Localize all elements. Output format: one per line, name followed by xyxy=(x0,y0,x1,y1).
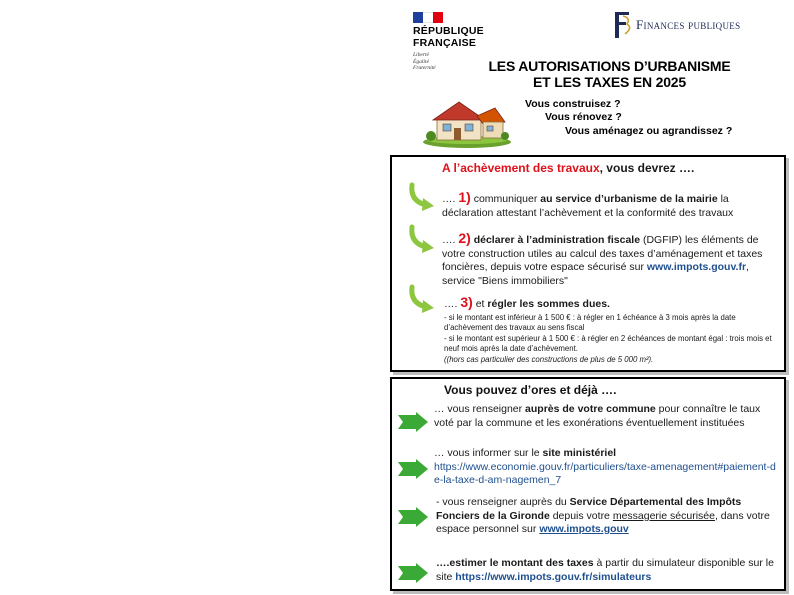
ores-heading: Vous pouvez d’ores et déjà …. xyxy=(444,383,617,397)
info-commune-text-b: pour connaître le taux voté par la commune et les exonérations éventuellement instituées xyxy=(434,403,761,429)
step-1-text-a: communiquer xyxy=(470,193,541,205)
impots-gouv-link[interactable]: www.impots.gouv.fr xyxy=(646,261,747,273)
info-foncier-bold: Service Départemental des Impôts Fonciers de la Gironde xyxy=(436,496,742,522)
step-2 xyxy=(442,232,782,288)
achevement-heading-rest: , vous devrez …. xyxy=(599,161,695,175)
curved-arrow-icon xyxy=(406,223,436,253)
step-1 xyxy=(442,191,782,220)
motto-fraternite: Fraternité xyxy=(413,65,436,71)
info-simulateur-bold: ….estimer le montant des taxes xyxy=(436,557,594,569)
achevement-heading-red: A l’achèvement des travaux xyxy=(442,161,600,175)
info-simulateur xyxy=(436,557,778,584)
step-2-text-b: (DGFIP) les éléments de votre construction utiles au calcul des taxes d’aménagement et taxes foncières, depuis votre espace sécurisé sur xyxy=(442,234,763,273)
info-site-text-a: … vous informer sur le xyxy=(434,447,543,459)
title-line2: ET LES TAXES EN 2025 xyxy=(533,74,686,90)
step-1-prefix: …. xyxy=(442,193,459,205)
curved-arrow-icon xyxy=(406,283,436,313)
curved-arrow-icon xyxy=(406,181,436,211)
step-3-note-1: - si le montant est inférieur à 1 500 € : à régler en 1 échéance à 3 mois après la date d’achèvement des travaux au sens fiscal xyxy=(444,312,736,332)
step-1-bold: au service d’urbanisme de la mairie xyxy=(540,193,718,205)
motto-liberte: Liberté xyxy=(413,52,429,58)
republique-line1: RÉPUBLIQUE xyxy=(413,25,484,37)
republique-line2: FRANÇAISE xyxy=(413,37,477,49)
step-3-line xyxy=(444,296,780,312)
ores-et-deja-box xyxy=(390,377,786,591)
step-3-prefix: …. xyxy=(444,298,461,310)
page-title xyxy=(452,58,767,90)
economie-gouv-link[interactable]: https://www.economie.gouv.fr/particuliers/taxe-amenagement#paiement-de-la-taxe-d-am-nagemen_7 xyxy=(434,460,776,486)
title-line1: LES AUTORISATIONS D’URBANISME xyxy=(488,58,731,74)
block-arrow-icon xyxy=(398,412,428,432)
block-arrow-icon xyxy=(398,507,428,527)
block-arrow-icon xyxy=(398,563,428,583)
finances-publiques-logo xyxy=(611,10,740,40)
house-illustration xyxy=(421,98,513,148)
info-commune-bold: auprès de votre commune xyxy=(525,403,656,415)
step-3-note-3: ((hors cas particulier des constructions de plus de 5 000 m²). xyxy=(444,354,654,364)
info-foncier-text-c: , dans votre espace personnel sur xyxy=(436,509,770,535)
step-2-number: 2) xyxy=(458,230,471,246)
block-arrow-icon xyxy=(398,459,428,479)
step-3 xyxy=(444,296,780,365)
info-service-foncier xyxy=(436,496,778,537)
info-simulateur-text-b: à partir du simulateur disponible sur le site xyxy=(436,557,774,583)
step-2-bold: déclarer à l’administration fiscale xyxy=(473,234,641,246)
step-2-text-c: , service "Biens immobiliers" xyxy=(442,261,749,287)
info-site-ministeriel xyxy=(434,447,778,488)
impots-gouv-short-link[interactable]: www.impots.gouv xyxy=(539,523,629,535)
step-1-text-b: la déclaration attestant l’achèvement et la conformité des travaux xyxy=(442,193,734,219)
motto-egalite: Égalité xyxy=(413,58,429,65)
step-1-number: 1) xyxy=(458,189,471,205)
achevement-heading xyxy=(442,161,694,175)
achevement-travaux-box xyxy=(390,155,786,372)
question-amenagez: Vous aménagez ou agrandissez ? xyxy=(565,125,733,137)
info-foncier-text-a: - vous renseigner auprès du xyxy=(436,496,570,508)
finances-publiques-emblem xyxy=(611,10,633,40)
info-commune xyxy=(434,403,778,430)
step-3-text-a: et xyxy=(472,298,488,310)
step-3-bold: régler les sommes dues. xyxy=(487,298,610,310)
marianne-flag-icon xyxy=(413,12,443,23)
step-2-prefix: …. xyxy=(442,234,459,246)
info-foncier-text-b: depuis votre xyxy=(549,509,613,522)
simulateurs-link[interactable]: https://www.impots.gouv.fr/simulateurs xyxy=(455,570,652,583)
question-construisez: Vous construisez ? xyxy=(525,98,621,110)
question-renovez: Vous rénovez ? xyxy=(545,111,622,123)
messagerie-securisee-link[interactable]: messagerie sécurisée xyxy=(612,509,715,522)
info-commune-text-a: … vous renseigner xyxy=(434,403,526,415)
step-3-note-2: - si le montant est supérieur à 1 500 € : à régler en 2 échéances de montant égal : trois mois et neuf mois après la date d’achèvement. xyxy=(444,333,772,353)
step-3-number: 3) xyxy=(460,294,473,310)
info-site-bold: site ministériel xyxy=(542,447,617,459)
finances-publiques-text: Finances publiques xyxy=(636,17,741,32)
